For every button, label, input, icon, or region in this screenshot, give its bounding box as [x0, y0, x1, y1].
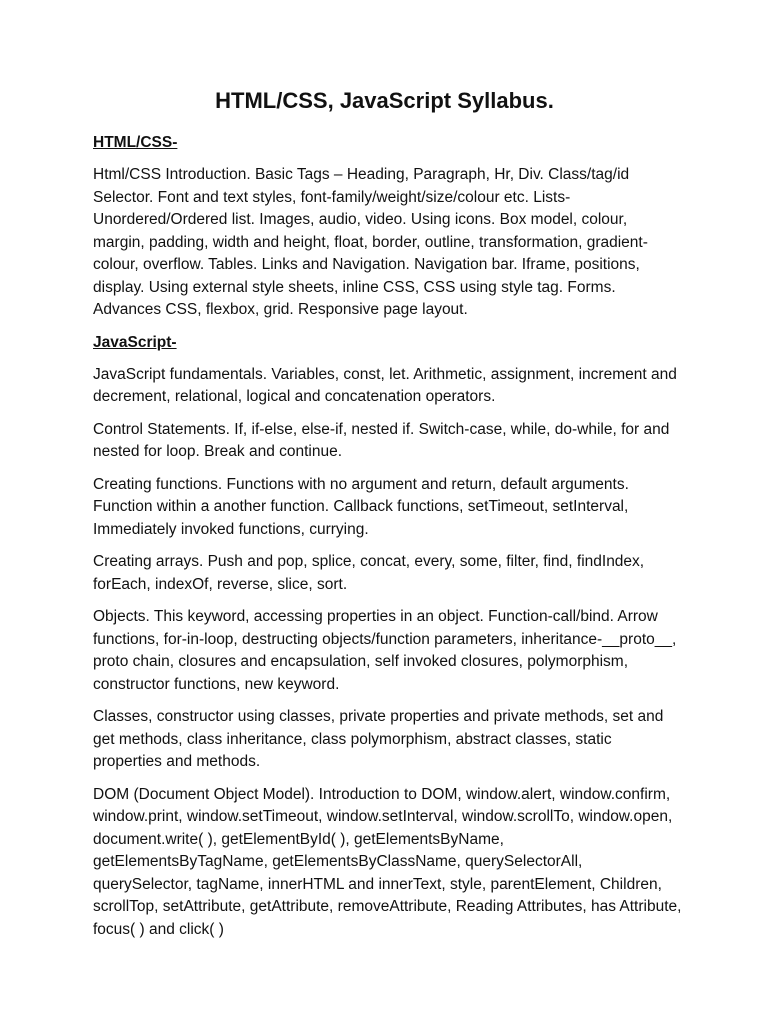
- section-html-css: [93, 132, 682, 322]
- section-heading-html-css: HTML/CSS-: [93, 134, 178, 151]
- paragraph-js-control-statements: Control Statements. If, if-else, else-if, nested if. Switch-case, while, do-while, for and nested for loop. Break and continue.: [93, 420, 670, 460]
- section-heading-javascript: JavaScript-: [93, 333, 177, 351]
- paragraph-js-arrays: Creating arrays. Push and pop, splice, concat, every, some, filter, find, findIndex, forEach, indexOf, reverse, slice, sort.: [93, 553, 645, 593]
- document-title: HTML/CSS, JavaScript Syllabus.: [215, 88, 554, 113]
- paragraph-html-css-overview: Html/CSS Introduction. Basic Tags – Heading, Paragraph, Hr, Div. Class/tag/id Selector. Font and text styles, font-family/weight/size/colour etc. Lists-Unordered/Ordered list. Images, audio, video. Using icons. Box model, colour, margin, padding, width and height, float, border, outline, transformation, gradient-colour, overflow. Tables. Links and Navigation. Navigation bar. Iframe, positions, display. Using external style sheets, inline CSS, CSS using style tag. Forms. Advances CSS, flexbox, grid. Responsive page layout.: [93, 166, 648, 318]
- section-javascript: [93, 332, 682, 942]
- paragraph-js-fundamentals: JavaScript fundamentals. Variables, const, let. Arithmetic, assignment, increment and decrement, relational, logical and concatenation operators.: [93, 365, 677, 405]
- paragraph-js-objects: Objects. This keyword, accessing properties in an object. Function-call/bind. Arrow functions, for-in-loop, destructing objects/function parameters, inheritance-__proto__, proto chain, closures and encapsulation, self invoked closures, polymorphism, constructor functions, new keyword.: [93, 608, 677, 693]
- paragraph-js-dom: DOM (Document Object Model). Introduction to DOM, window.alert, window.confirm, window.print, window.setTimeout, window.setInterval, window.scrollTo, window.open, document.write( ), getElementById( ), getElementsByName, getElementsByTagName, getElementsByClassName, querySelectorAll, querySelector, tagName, innerHTML and innerText, style, parentElement, Children, scrollTop, setAttribute, getAttribute, removeAttribute, Reading Attributes, has Attribute, focus( ) and click( ): [93, 785, 682, 938]
- paragraph-js-functions: Creating functions. Functions with no argument and return, default arguments. Function within a another function. Callback functions, setTimeout, setInterval, Immediately invoked functions, currying.: [93, 475, 629, 538]
- paragraph-js-classes: Classes, constructor using classes, private properties and private methods, set and get methods, class inheritance, class polymorphism, abstract classes, static properties and methods.: [93, 708, 664, 770]
